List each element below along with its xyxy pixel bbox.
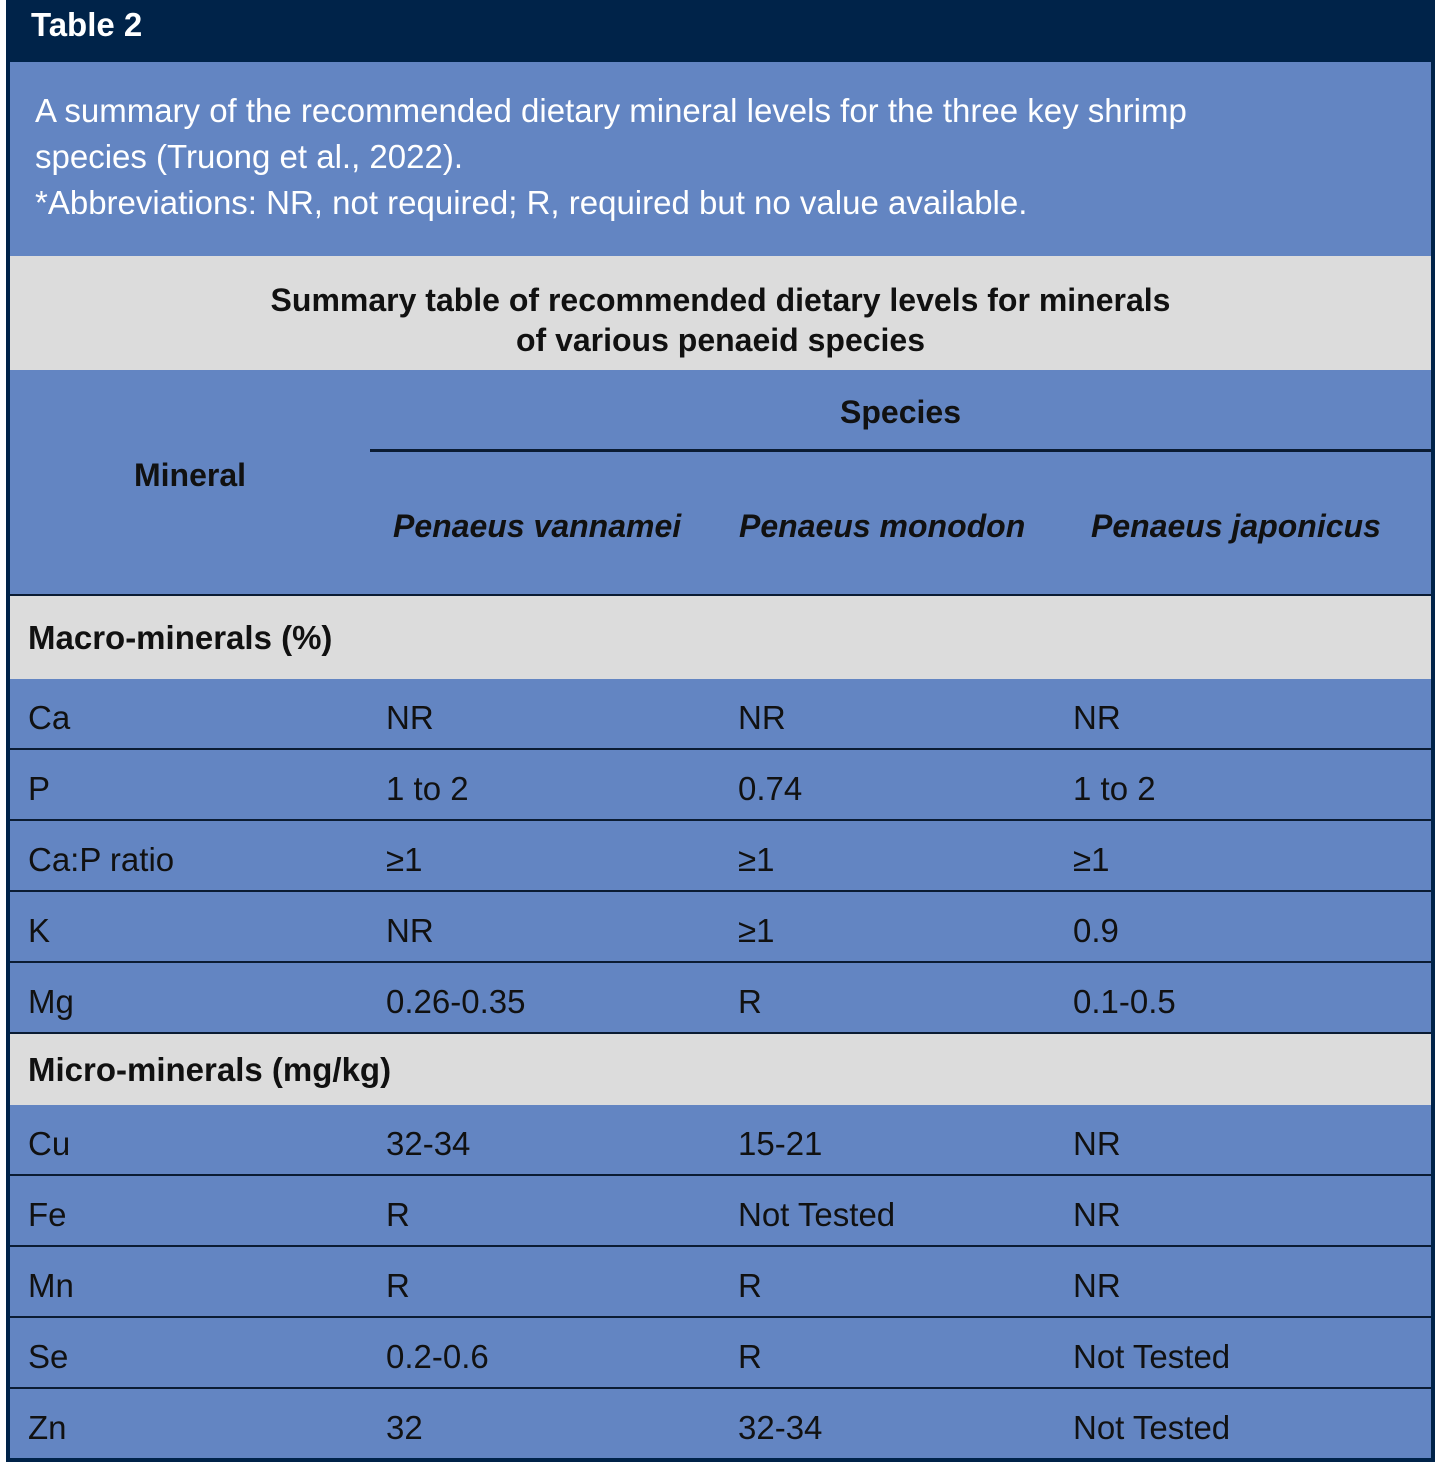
value-cell: 0.2-0.6 xyxy=(386,1338,489,1375)
species-group-header: Species xyxy=(840,394,961,430)
table-caption xyxy=(10,62,1431,256)
value-cell: R xyxy=(386,1196,410,1233)
table-heading-line: Summary table of recommended dietary levels for minerals xyxy=(270,282,1171,318)
mineral-cell: Ca:P ratio xyxy=(28,841,175,878)
column-header xyxy=(10,370,1431,596)
mineral-cell: P xyxy=(28,770,51,807)
abbreviations-note: *Abbreviations: NR, not required; R, required but no value available. xyxy=(35,184,1028,221)
value-cell: NR xyxy=(386,912,434,949)
mineral-cell: Mn xyxy=(28,1267,74,1304)
table-row xyxy=(10,1247,1431,1318)
value-cell: ≥1 xyxy=(386,841,423,878)
value-cell: 32 xyxy=(386,1409,423,1446)
table-row xyxy=(10,1389,1431,1458)
caption-line: A summary of the recommended dietary mineral levels for the three key shrimp xyxy=(35,92,1187,129)
value-cell: NR xyxy=(386,699,434,736)
table-row xyxy=(10,1176,1431,1247)
species-column-header: Penaeus monodon xyxy=(739,508,1026,544)
mineral-cell: Mg xyxy=(28,983,74,1020)
species-column-header: Penaeus japonicus xyxy=(1091,508,1381,544)
value-cell: ≥1 xyxy=(738,912,775,949)
table-title: Table 2 xyxy=(6,0,1435,58)
table-row xyxy=(10,821,1431,892)
mineral-column-header: Mineral xyxy=(133,456,247,493)
table-row xyxy=(10,679,1431,750)
value-cell: NR xyxy=(738,699,786,736)
value-cell: 1 to 2 xyxy=(1073,770,1156,807)
table-heading-line: of various penaeid species xyxy=(515,322,926,358)
table-row xyxy=(10,963,1431,1034)
section-row-micro-minerals: Micro-minerals (mg/kg) xyxy=(10,1034,1431,1105)
caption-line: species (Truong et al., 2022). xyxy=(35,138,464,175)
mineral-cell: Ca xyxy=(28,699,71,736)
value-cell: 1 to 2 xyxy=(386,770,469,807)
value-cell: NR xyxy=(1073,1267,1121,1304)
table-row xyxy=(10,1318,1431,1389)
species-column-header: Penaeus vannamei xyxy=(393,508,682,544)
value-cell: 0.9 xyxy=(1073,912,1119,949)
table-frame xyxy=(6,0,1435,1462)
value-cell: 32-34 xyxy=(386,1125,471,1162)
value-cell: 0.26-0.35 xyxy=(386,983,526,1020)
mineral-cell: Cu xyxy=(28,1125,71,1162)
value-cell: 0.74 xyxy=(738,770,803,807)
value-cell: 15-21 xyxy=(738,1125,823,1162)
table-heading xyxy=(10,256,1431,370)
value-cell: 32-34 xyxy=(738,1409,823,1446)
section-row-macro-minerals: Macro-minerals (%) xyxy=(10,596,1431,679)
value-cell: Not Tested xyxy=(1073,1409,1231,1446)
mineral-cell: Zn xyxy=(28,1409,67,1446)
value-cell: Not Tested xyxy=(738,1196,896,1233)
value-cell: NR xyxy=(1073,1125,1121,1162)
value-cell: R xyxy=(738,1267,762,1304)
value-cell: R xyxy=(738,1338,762,1375)
value-cell: ≥1 xyxy=(1073,841,1110,878)
mineral-cell: Fe xyxy=(28,1196,67,1233)
mineral-cell: Se xyxy=(28,1338,69,1375)
value-cell: R xyxy=(738,983,762,1020)
mineral-cell: K xyxy=(28,912,51,949)
value-cell: NR xyxy=(1073,1196,1121,1233)
table-row xyxy=(10,750,1431,821)
value-cell: NR xyxy=(1073,699,1121,736)
species-header-divider xyxy=(370,449,1431,452)
value-cell: ≥1 xyxy=(738,841,775,878)
table-row xyxy=(10,1105,1431,1176)
value-cell: Not Tested xyxy=(1073,1338,1231,1375)
table-row xyxy=(10,892,1431,963)
value-cell: 0.1-0.5 xyxy=(1073,983,1176,1020)
value-cell: R xyxy=(386,1267,410,1304)
